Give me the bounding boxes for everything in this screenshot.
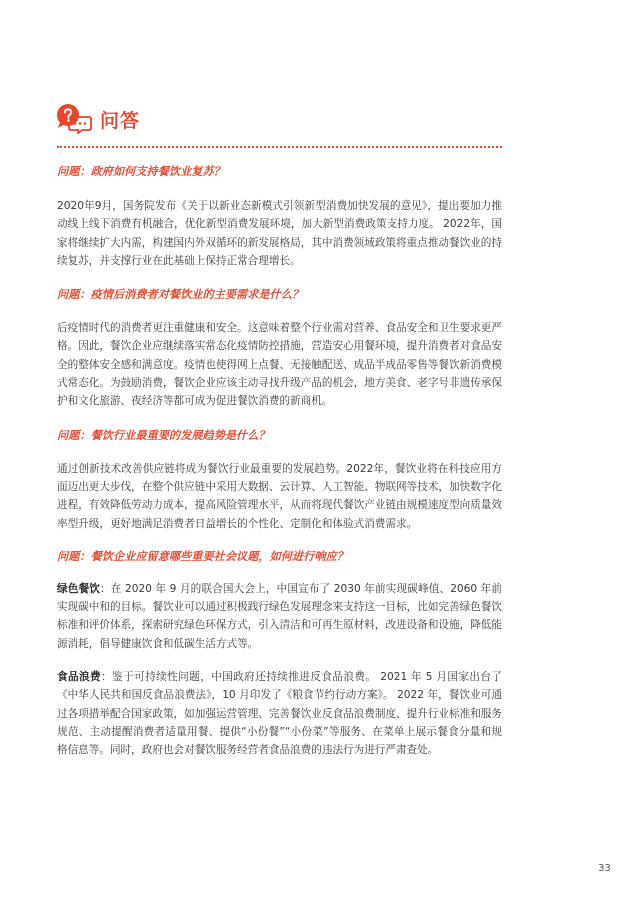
- term-food-waste: 食品浪费: [57, 671, 102, 684]
- answer-3: 通过创新技术改善供应链将成为餐饮行业最重要的发展趋势。2022年，餐饮业将在科技应用方面迈出更大步伐，在整个供应链中采用大数据、云计算、人工智能、物联网等技术，加快数字化进程，有效降低劳动力成本，提高风险管理水平，从而将现代餐饮产业链由规模速度型向质量效率型升级，更好地满足消费者日益增长的个性化、定制化和体验式消费需求。: [57, 462, 502, 530]
- answer-4-green-dining: [57, 580, 502, 653]
- section-title: 问答: [100, 109, 141, 132]
- chat-bubbles-icon: [56, 104, 92, 134]
- question-4: 问题：餐饮企业应留意哪些重要社会议题，如何进行响应？: [57, 549, 348, 563]
- section-header: [56, 104, 140, 134]
- section-divider: [57, 146, 502, 148]
- question-1: 问题：政府如何支持餐饮业复苏？: [57, 165, 225, 178]
- answer-2: 后疫情时代的消费者更注重健康和安全。这意味着整个行业需对营养、食品安全和卫生要求更严格。因此，餐饮企业应继续落实常态化疫情防控措施，营造安心用餐环境，提升消费者对食品安全的整体安全感和满意度。疫情也使得网上点餐、无接触配送、成品半成品零售等餐饮新消费模式常态化。为鼓励消费，餐饮企业应该主动寻找升级产品的机会，地方美食、老字号非遗传承保护和文化旅游、夜经济等都可成为促进餐饮消费的新商机。: [57, 322, 502, 408]
- question-3: 问题：餐饮行业最重要的发展趋势是什么？: [57, 428, 270, 442]
- term-green-dining: 绿色餐饮: [57, 582, 100, 595]
- green-dining-text: ：在 2020 年 9 月的联合国大会上，中国宣布了 2030 年前实现碳峰值、2060 年前实现碳中和的目标。餐饮业可以通过积极践行绿色发展理念来支持这一目标，比如完善绿色餐饮标准和评价体系，探索研究绿色环保方式，引入清洁和可再生原材料，改进设备和设施，降低能源消耗，倡导健康饮食和低碳生活方式等。: [57, 582, 502, 650]
- question-2: 问题：疫情后消费者对餐饮业的主要需求是什么？: [57, 288, 304, 302]
- food-waste-text: ：鉴于可持续性问题，中国政府还持续推进反食品浪费。 2021 年 5 月国家出台了《中华人民共和国反食品浪费法》，10 月印发了《粮食节约行动方案》。 2022 年，餐饮业可通过各项措举配合国家政策，如加强运营管理、完善餐饮业反食品浪费制度、提升行业标准和服务规范、主动提醒消费者适量用餐、提供“小份餐”“小份菜”等服务、在菜单上展示餐食分量和规格信息等。同时，政府也会对餐饮服务经营者食品浪费的违法行为进行严肃查处。: [57, 671, 502, 757]
- answer-4-food-waste: [57, 668, 502, 759]
- page-number: 33: [598, 863, 611, 874]
- answer-1: 2020年9月，国务院发布《关于以新业态新模式引领新型消费加快发展的意见》，提出要加力推动线上线下消费有机融合，优化新型消费发展环境，加大新型消费政策支持力度。 2022年，国家将继续扩大内需，构建国内外双循环的新发展格局，其中消费领域政策将重点推动餐饮业的持续复苏，并支撑行业在此基础上保持正常合理增长。: [57, 200, 502, 267]
- qa-list: [57, 163, 502, 760]
